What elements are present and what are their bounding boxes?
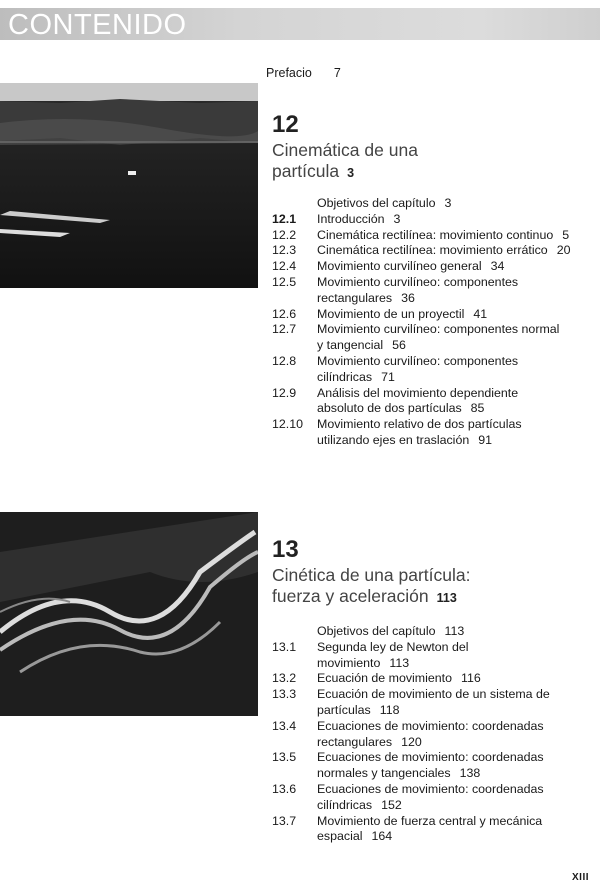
- entry-title: [317, 386, 600, 402]
- entry-title-text: Introducción: [317, 211, 385, 226]
- chapter-title-line: partícula: [272, 161, 340, 181]
- entry-title: [317, 307, 600, 323]
- entry-title: [317, 814, 600, 830]
- prefacio-label: Prefacio: [266, 66, 312, 80]
- toc-entry: [272, 417, 600, 433]
- entry-title-text: Movimiento curvilíneo: componentes normal: [317, 322, 560, 337]
- entry-number: [272, 196, 317, 212]
- entry-title-text: Movimiento de un proyectil: [317, 306, 465, 321]
- entry-page: 3: [393, 211, 401, 226]
- entry-page: 164: [371, 829, 393, 844]
- entry-title: [317, 766, 600, 782]
- entry-number: 13.7: [272, 813, 297, 828]
- entry-title: [317, 417, 600, 433]
- entry-page: 118: [379, 702, 400, 717]
- toc-entry: [272, 275, 600, 291]
- entry-title: [317, 703, 600, 719]
- toc-entry: [272, 735, 600, 751]
- entry-title: [317, 338, 600, 354]
- entry-title-text: Objetivos del capítulo: [317, 196, 436, 210]
- section-header: [0, 8, 600, 40]
- toc-entry: [272, 401, 600, 417]
- chapter-page: 113: [436, 591, 457, 605]
- entry-title-text: Movimiento curvilíneo: componentes: [317, 353, 519, 368]
- entry-title: [317, 196, 600, 212]
- chapter-title-line: Cinemática de una: [272, 140, 418, 160]
- chapter-12-photo-boats: [0, 83, 258, 288]
- entry-number: [272, 798, 317, 814]
- toc-entry: [272, 624, 600, 640]
- chapter-title-line: fuerza y aceleración: [272, 586, 429, 606]
- page-number: XIII: [572, 872, 590, 883]
- entry-number: [272, 624, 317, 640]
- toc-entry: [272, 307, 600, 323]
- entry-title: [317, 322, 600, 338]
- entry-title-text: y tangencial: [317, 338, 384, 353]
- entry-title: [317, 624, 600, 640]
- entry-number: [272, 703, 317, 719]
- entry-number: 12.3: [272, 243, 297, 258]
- entry-page: 20: [556, 243, 571, 258]
- entry-number: 12.1: [272, 211, 297, 226]
- chapter-page: 3: [347, 166, 355, 180]
- entry-number: [272, 370, 317, 386]
- chapter-title: [272, 140, 600, 184]
- entry-page: 152: [381, 797, 402, 812]
- chapter-12-heading: [272, 112, 600, 184]
- entry-page: 71: [381, 369, 395, 384]
- entry-title: [317, 370, 600, 386]
- entry-number: 12.7: [272, 322, 297, 337]
- entry-title-text: movimiento: [317, 655, 381, 670]
- entry-number: 13.1: [272, 639, 297, 654]
- entry-title-text: Ecuaciones de movimiento: coordenadas: [317, 781, 544, 796]
- chapter-number: 12: [272, 111, 299, 138]
- toc-entry: [272, 370, 600, 386]
- entry-title-text: Movimiento curvilíneo: componentes: [317, 274, 519, 289]
- entry-title-text: Ecuación de movimiento de un sistema de: [317, 687, 550, 702]
- entry-title-text: Movimiento curvilíneo general: [317, 259, 482, 274]
- toc-entry: [272, 703, 600, 719]
- prefacio-page: 7: [333, 66, 341, 80]
- toc-entry: [272, 798, 600, 814]
- toc-entry: [272, 228, 600, 244]
- entry-title: [317, 259, 600, 275]
- toc-entry: [272, 829, 600, 845]
- entry-number: 13.6: [272, 781, 297, 796]
- entry-number: 13.2: [272, 671, 297, 686]
- entry-title: [317, 719, 600, 735]
- entry-number: 12.5: [272, 274, 297, 289]
- entry-number: [272, 766, 317, 782]
- entry-title: [317, 829, 600, 845]
- entry-title-text: Cinemática rectilínea: movimiento errático: [317, 243, 548, 258]
- entry-title-text: Segunda ley de Newton del: [317, 639, 469, 654]
- entry-number: [272, 735, 317, 751]
- entry-title-text: Objetivos del capítulo: [317, 624, 436, 638]
- entry-number: [272, 433, 317, 449]
- entry-title: [317, 750, 600, 766]
- entry-number: 12.4: [272, 259, 297, 274]
- entry-number: 12.9: [272, 385, 297, 400]
- entry-title-text: Ecuaciones de movimiento: coordenadas: [317, 750, 544, 765]
- entry-number: [272, 401, 317, 417]
- toc-entry: [272, 354, 600, 370]
- toc-entry: [272, 433, 600, 449]
- entry-title-text: espacial: [317, 829, 363, 844]
- toc-entry: [272, 782, 600, 798]
- entry-title-text: Ecuación de movimiento: [317, 671, 452, 686]
- entry-page: 116: [461, 671, 481, 686]
- entry-title-text: rectangulares: [317, 290, 393, 305]
- entry-title: [317, 354, 600, 370]
- entry-title: [317, 671, 600, 687]
- entry-title-text: absoluto de dos partículas: [317, 401, 462, 416]
- entry-number: [272, 656, 317, 672]
- entry-page: 5: [562, 227, 570, 242]
- entry-title-text: Análisis del movimiento dependiente: [317, 385, 519, 400]
- toc-entry: [272, 814, 600, 830]
- toc-entry: [272, 243, 600, 259]
- entry-title: [317, 782, 600, 798]
- entry-title: [317, 640, 600, 656]
- entry-title-text: Ecuaciones de movimiento: coordenadas: [317, 718, 544, 733]
- entry-page: 120: [401, 734, 422, 749]
- entry-title: [317, 275, 600, 291]
- entry-page: 41: [473, 306, 488, 321]
- entry-title: [317, 433, 600, 449]
- chapter-number: 13: [272, 536, 299, 563]
- entry-page: 113: [444, 624, 465, 638]
- toc-entry: [272, 656, 600, 672]
- toc-entry: [272, 338, 600, 354]
- chapter-title-line: Cinética de una partícula:: [272, 565, 471, 585]
- entry-title: [317, 735, 600, 751]
- toc-entry: [272, 719, 600, 735]
- entry-title: [317, 212, 600, 228]
- header-title: CONTENIDO: [8, 9, 187, 41]
- entry-number: 13.5: [272, 750, 297, 765]
- chapter-13-entries: [272, 624, 600, 845]
- entry-number: 13.3: [272, 687, 297, 702]
- entry-page: 85: [470, 401, 485, 416]
- toc-entry: [272, 259, 600, 275]
- entry-title-text: utilizando ejes en traslación: [317, 432, 470, 447]
- entry-number: [272, 829, 317, 845]
- entry-page: 36: [401, 290, 415, 305]
- entry-title-text: Cinemática rectilínea: movimiento continuo: [317, 227, 554, 242]
- chapter-title: [272, 565, 600, 609]
- entry-title: [317, 228, 600, 244]
- entry-title: [317, 401, 600, 417]
- entry-page: 3: [444, 196, 452, 210]
- entry-number: [272, 338, 317, 354]
- entry-number: 12.6: [272, 306, 297, 321]
- entry-title: [317, 656, 600, 672]
- toc-entry: [272, 386, 600, 402]
- toc-entry: [272, 196, 600, 212]
- toc-entry: [272, 750, 600, 766]
- entry-page: 138: [459, 766, 481, 781]
- entry-title-text: normales y tangenciales: [317, 766, 451, 781]
- chapter-13-photo-racetrack: [0, 512, 258, 716]
- toc-entry: [272, 687, 600, 703]
- toc-entry: [272, 640, 600, 656]
- entry-title: [317, 243, 600, 259]
- toc-entry: [272, 212, 600, 228]
- toc-entry: [272, 322, 600, 338]
- entry-title-text: Movimiento relativo de dos partículas: [317, 417, 522, 432]
- toc-entry: [272, 291, 600, 307]
- entry-title: [317, 798, 600, 814]
- entry-page: 34: [490, 259, 505, 274]
- entry-number: 12.10: [272, 417, 304, 432]
- entry-page: 113: [389, 655, 410, 670]
- entry-number: 12.8: [272, 353, 297, 368]
- entry-number: 13.4: [272, 718, 297, 733]
- entry-title-text: rectangulares: [317, 734, 393, 749]
- toc-prefacio: [266, 66, 341, 80]
- entry-page: 91: [478, 432, 493, 447]
- toc-entry: [272, 766, 600, 782]
- entry-number: [272, 291, 317, 307]
- entry-title: [317, 687, 600, 703]
- entry-page: 56: [392, 338, 406, 353]
- chapter-12-entries: [272, 196, 600, 449]
- entry-title-text: cilíndricas: [317, 797, 373, 812]
- entry-title-text: partículas: [317, 702, 371, 717]
- chapter-13-heading: [272, 537, 600, 609]
- entry-title-text: Movimiento de fuerza central y mecánica: [317, 813, 543, 828]
- toc-entry: [272, 671, 600, 687]
- entry-number: 12.2: [272, 227, 297, 242]
- entry-title-text: cilíndricas: [317, 369, 373, 384]
- entry-title: [317, 291, 600, 307]
